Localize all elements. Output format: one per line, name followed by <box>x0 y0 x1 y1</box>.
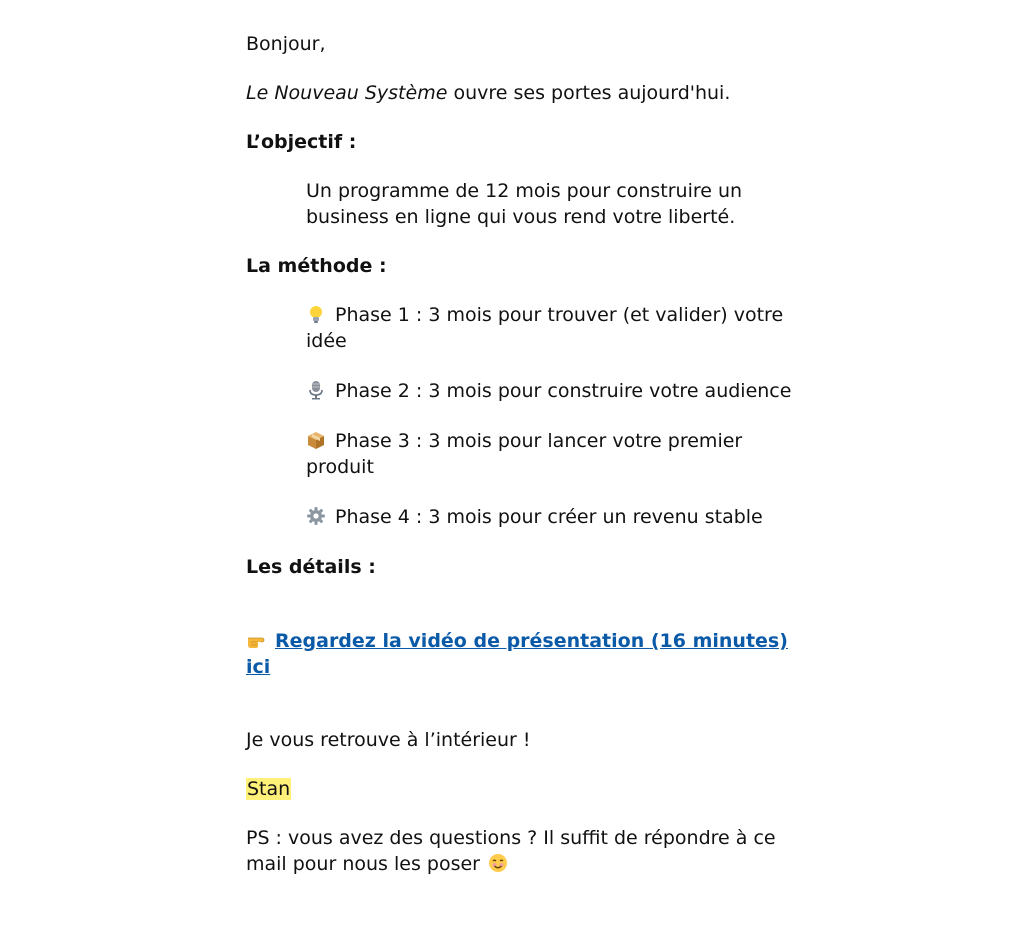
intro-text: ouvre ses portes aujourd'hui. <box>447 82 731 104</box>
pointing-hand-icon <box>246 630 266 650</box>
smiling-face-icon <box>488 853 508 873</box>
method-heading: La méthode : <box>246 255 387 277</box>
phase-item-4 <box>306 504 816 530</box>
phase-list <box>246 302 816 530</box>
signature-name: Stan <box>247 778 291 800</box>
phase-item-1 <box>306 302 816 354</box>
closing-line: Je vous retrouve à l’intérieur ! <box>246 729 531 751</box>
phase-text: Phase 4 : 3 mois pour créer un revenu stable <box>335 506 763 528</box>
ps-text: PS : vous avez des questions ? Il suffit de répondre à ce mail pour nous les poser <box>246 827 776 875</box>
phase-item-2 <box>306 378 816 404</box>
ps-paragraph <box>246 825 816 877</box>
intro-paragraph <box>246 80 816 106</box>
email-body <box>246 31 816 877</box>
video-presentation-link[interactable]: Regardez la vidéo de présentation (16 minutes) ici <box>246 630 788 678</box>
objective-heading: L’objectif : <box>246 131 357 153</box>
lightbulb-icon <box>306 304 326 324</box>
phase-text: Phase 3 : 3 mois pour lancer votre premier produit <box>306 430 743 478</box>
package-icon <box>306 430 326 450</box>
details-heading: Les détails : <box>246 556 376 578</box>
phase-text: Phase 1 : 3 mois pour trouver (et valider) votre idée <box>306 304 784 352</box>
phase-item-3 <box>306 428 816 480</box>
phase-text: Phase 2 : 3 mois pour construire votre audience <box>335 380 792 402</box>
greeting: Bonjour, <box>246 33 326 55</box>
video-link-paragraph <box>246 628 816 680</box>
program-name: Le Nouveau Système <box>246 82 448 104</box>
objective-text: Un programme de 12 mois pour construire un business en ligne qui vous rend votre liberté. <box>306 180 743 228</box>
gear-icon <box>306 506 326 526</box>
signature <box>246 776 816 802</box>
microphone-icon <box>306 380 326 400</box>
